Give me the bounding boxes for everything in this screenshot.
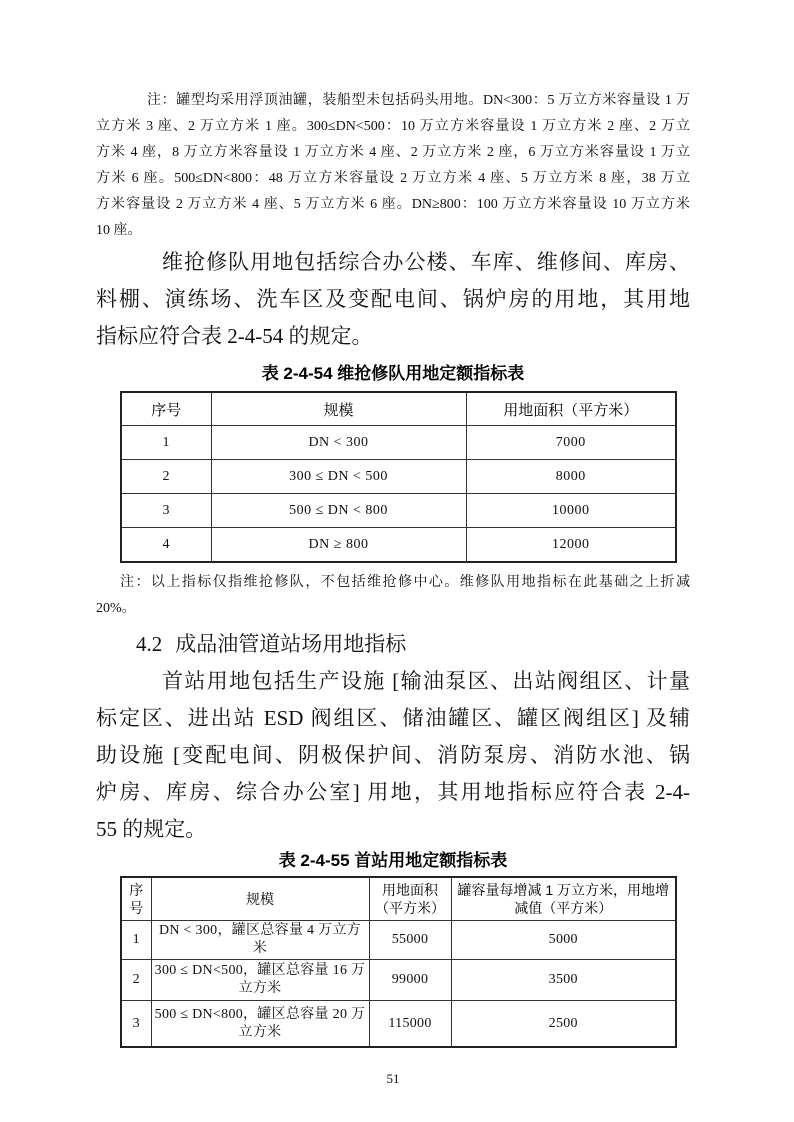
note-line: 注：以上指标仅指维抢修队，不包括维抢修中心。维修队用地指标在此基础之上折减	[120, 575, 690, 590]
column-header-seq: 序号	[121, 877, 151, 921]
table-cell: 500 ≤ DN<800，罐区总容量 20 万立方米	[151, 1001, 369, 1048]
table-header-row	[121, 392, 676, 426]
note-line: 10 座。	[96, 223, 142, 238]
column-header-scale: 规模	[211, 392, 466, 426]
table-cell: 10000	[466, 494, 676, 528]
maintenance-team-paragraph	[96, 244, 690, 355]
column-header-seq: 序号	[121, 392, 211, 426]
table-row	[121, 426, 676, 460]
table-cell: DN < 300，罐区总容量 4 万立方米	[151, 921, 369, 960]
paragraph-line: 指标应符合表 2-4-54 的规定。	[96, 324, 373, 348]
paragraph-line: 料棚、演练场、洗车区及变配电间、锅炉房的用地，其用地	[96, 287, 690, 311]
section-number: 4.2	[136, 632, 163, 656]
note-line: 方米 6 座。500≤DN<800：48 万立方米容量设 2 万立方米 4 座、5 万立方米 8 座，38 万立	[96, 171, 690, 186]
table-cell: 7000	[466, 426, 676, 460]
table-caption-54: 表 2-4-54 维抢修队用地定额指标表	[261, 364, 525, 383]
first-station-paragraph	[96, 663, 690, 848]
table-cell: 500 ≤ DN < 800	[211, 494, 466, 528]
table-row	[121, 528, 676, 563]
table-cell: 12000	[466, 528, 676, 563]
note-line: 方米容量设 2 万立方米 4 座、5 万立方米 6 座。DN≥800：100 万立方米容量设 10 万立方米	[96, 197, 690, 212]
column-header-delta: 罐容量每增减 1 万立方米，用地增减值（平方米）	[451, 877, 676, 921]
section-title: 成品油管道站场用地指标	[175, 632, 407, 656]
table-cell: DN < 300	[211, 426, 466, 460]
tank-type-note	[96, 88, 690, 244]
section-heading-4-2	[96, 626, 690, 663]
paragraph-line: 炉房、库房、综合办公室] 用地，其用地指标应符合表 2-4-	[96, 780, 690, 804]
table-cell: DN ≥ 800	[211, 528, 466, 563]
paragraph-line: 助设施 [变配电间、阴极保护间、消防泵房、消防水池、锅	[96, 743, 690, 767]
table-cell: 3	[121, 494, 211, 528]
table-row	[121, 960, 676, 1001]
table-row	[121, 460, 676, 494]
table-cell: 55000	[369, 921, 451, 960]
note-line: 立方米 3 座、2 万立方米 1 座。300≤DN<500：10 万立方米容量设 1 万立方米 2 座、2 万立	[96, 119, 690, 134]
table-cell: 1	[121, 426, 211, 460]
paragraph-line: 55 的规定。	[96, 817, 207, 841]
table-cell: 115000	[369, 1001, 451, 1048]
table-cell: 2	[121, 460, 211, 494]
table-cell: 1	[121, 921, 151, 960]
paragraph-line: 首站用地包括生产设施 [输油泵区、出站阀组区、计量	[162, 669, 690, 693]
paragraph-line: 标定区、进出站 ESD 阀组区、储油罐区、罐区阀组区] 及辅	[96, 706, 690, 730]
table-cell: 4	[121, 528, 211, 563]
table-row	[121, 921, 676, 960]
table-cell: 2	[121, 960, 151, 1001]
table-row	[121, 494, 676, 528]
table-header-row	[121, 877, 676, 921]
column-header-area: 用地面积（平方米）	[369, 877, 451, 921]
table-cell: 5000	[451, 921, 676, 960]
note-line: 方米 4 座，8 万立方米容量设 1 万立方米 4 座、2 万立方米 2 座，6 万立方米容量设 1 万立	[96, 145, 690, 160]
note-line: 注：罐型均采用浮顶油罐，装船型未包括码头用地。DN<300：5 万立方米容量设 1 万	[147, 93, 690, 108]
table-cell: 2500	[451, 1001, 676, 1048]
column-header-scale: 规模	[151, 877, 369, 921]
page-number: 51	[386, 1071, 400, 1086]
table-cell: 3	[121, 1001, 151, 1048]
table-caption-55: 表 2-4-55 首站用地定额指标表	[278, 851, 508, 870]
table-row	[121, 1001, 676, 1048]
column-header-area: 用地面积（平方米）	[466, 392, 676, 426]
table-cell: 8000	[466, 460, 676, 494]
table-cell: 3500	[451, 960, 676, 1001]
first-station-land-table	[120, 876, 677, 1048]
table-cell: 300 ≤ DN<500，罐区总容量 16 万立方米	[151, 960, 369, 1001]
table-cell: 99000	[369, 960, 451, 1001]
table-cell: 300 ≤ DN < 500	[211, 460, 466, 494]
paragraph-line: 维抢修队用地包括综合办公楼、车库、维修间、库房、	[162, 250, 690, 274]
maintenance-team-land-table	[120, 391, 677, 563]
table-54-footnote	[96, 570, 690, 622]
note-line: 20%。	[96, 601, 136, 616]
